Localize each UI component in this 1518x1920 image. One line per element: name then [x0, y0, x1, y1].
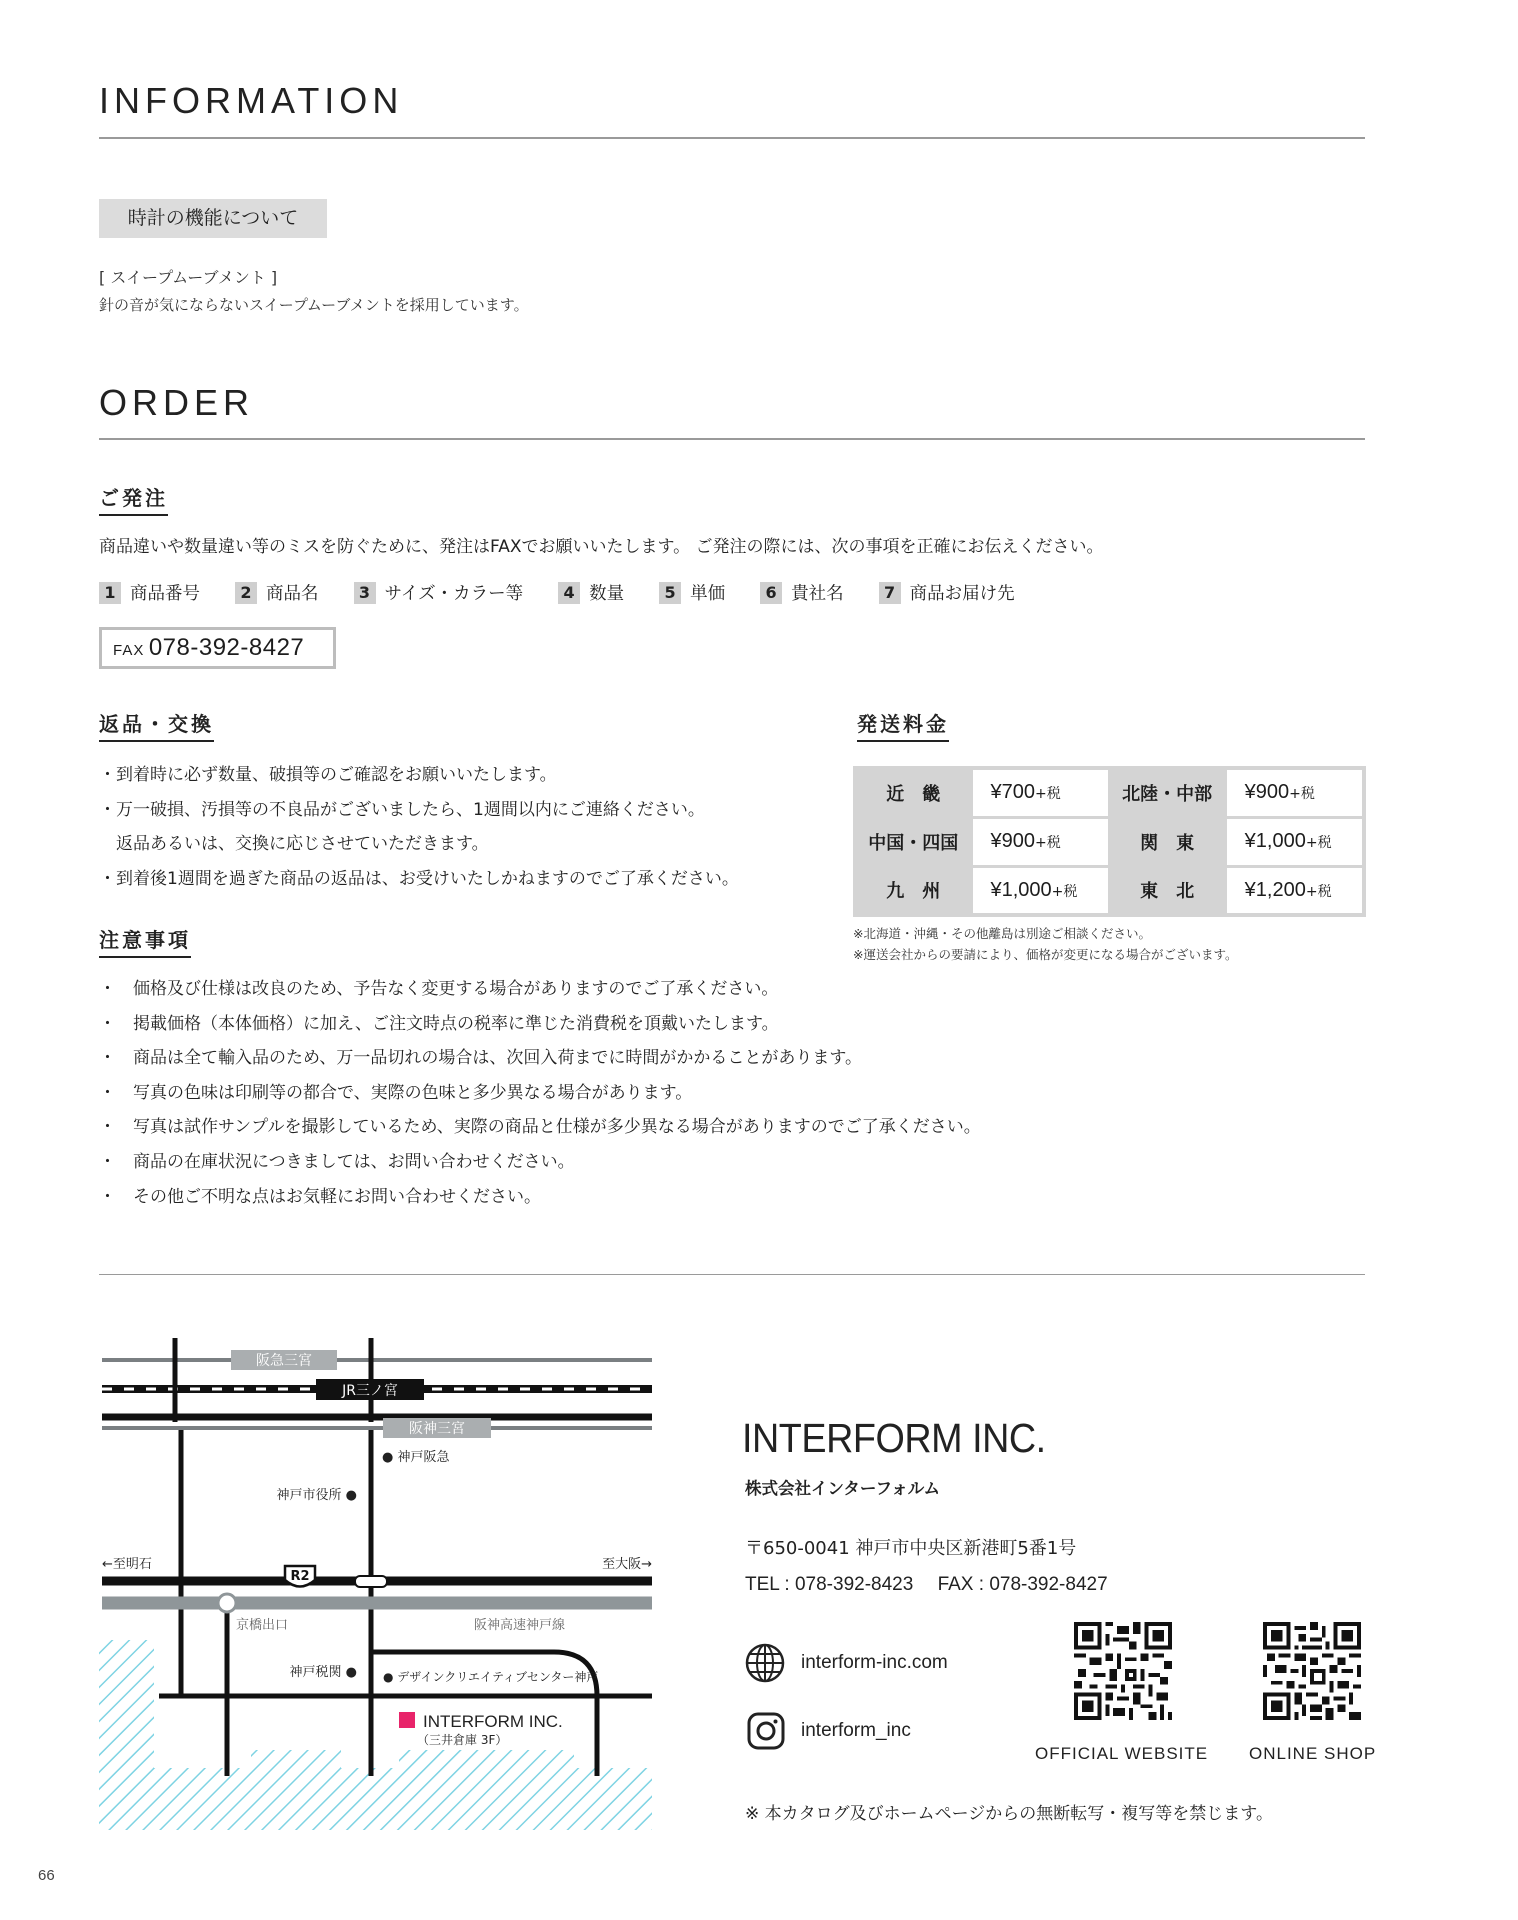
price-cell: [1225, 768, 1364, 817]
design-center-label: ● デザインクリエイティブセンター神戸: [383, 1670, 599, 1684]
qr-code-website[interactable]: [1074, 1622, 1172, 1720]
company-location-marker: [399, 1712, 415, 1728]
tax-label: +税: [1305, 835, 1332, 851]
item-label: 数量: [589, 584, 625, 604]
map-company-label: INTERFORM INC.: [423, 1712, 563, 1731]
kyobashi-exit-label: 京橋出口: [236, 1618, 289, 1633]
tax-label: +税: [1035, 835, 1061, 851]
tax-label: +税: [1305, 883, 1332, 900]
order-item: [879, 580, 1015, 605]
region-cell: 中国・四国: [855, 817, 971, 866]
hankyu-sannomiya-label: 阪急三宮: [256, 1353, 312, 1369]
tax-label: +税: [1289, 786, 1315, 803]
sea-area: [251, 1750, 341, 1770]
caution-line: ・ 写真は試作サンプルを撮影しているため、実際の商品と仕様が多少異なる場合がありますのでご了承ください。: [99, 1117, 981, 1137]
instagram-link[interactable]: interform_inc: [801, 1720, 911, 1741]
item-number: 4: [558, 582, 580, 604]
price-value: ¥1,000: [1244, 830, 1306, 852]
order-item: [354, 580, 524, 605]
caution-line: ・ その他ご不明な点はお気軽にお問い合わせください。: [99, 1187, 541, 1207]
price-cell: [1225, 866, 1364, 915]
information-subtitle: [ スイープムーブメント ]: [99, 268, 278, 287]
price-cell: [971, 768, 1109, 817]
returns-line: ・万一破損、汚損等の不良品がございましたら、1週間以内にご連絡ください。: [99, 800, 705, 820]
globe-icon: [744, 1642, 786, 1684]
item-label: 商品名: [266, 584, 319, 604]
footer-divider: [99, 1274, 1365, 1275]
instagram-icon: [746, 1711, 786, 1751]
item-label: 単価: [690, 584, 726, 604]
cautions-heading: 注意事項: [99, 924, 191, 958]
order-item: [235, 580, 319, 605]
qr-label-shop: ONLINE SHOP: [1249, 1744, 1377, 1763]
city-hall-label: 神戸市役所 ●: [276, 1488, 357, 1503]
caution-line: ・ 商品は全て輸入品のため、万一品切れの場合は、次回入荷までに時間がかかることがあります。: [99, 1048, 862, 1068]
price-value: ¥900: [990, 830, 1035, 852]
table-row: [855, 817, 1364, 866]
station-marker-icon: [355, 1576, 387, 1587]
sea-area: [99, 1768, 652, 1830]
item-number: 2: [235, 582, 257, 604]
customs-label: 神戸税関 ●: [289, 1665, 357, 1680]
region-cell: 九 州: [855, 866, 971, 915]
shipping-heading: 発送料金: [857, 708, 949, 742]
shipping-table: [853, 766, 1366, 917]
region-cell: 北陸・中部: [1109, 768, 1225, 817]
qr-label-website: OFFICIAL WEBSITE: [1035, 1744, 1209, 1763]
item-label: 商品番号: [130, 584, 200, 604]
information-divider: [99, 137, 1365, 139]
kyobashi-exit-marker: [218, 1594, 236, 1612]
returns-heading: 返品・交換: [99, 708, 214, 742]
item-number: 7: [879, 582, 901, 604]
price-cell: [971, 866, 1109, 915]
company-address: 〒650-0041 神戸市中央区新港町5番1号: [745, 1538, 1077, 1559]
returns-line: ・到着後1週間を過ぎた商品の返品は、お受けいたしかねますのでご了承ください。: [99, 869, 739, 889]
fax-label: FAX: [113, 642, 145, 659]
order-item: [659, 580, 725, 605]
caution-line: ・ 商品の在庫状況につきましては、お問い合わせください。: [99, 1152, 575, 1172]
order-divider: [99, 438, 1365, 440]
item-label: サイズ・カラー等: [384, 584, 524, 604]
shipping-note: ※運送会社からの要請により、価格が変更になる場合がございます。: [853, 947, 1238, 962]
company-name-jp: 株式会社インターフォルム: [745, 1479, 941, 1498]
item-label: 貴社名: [791, 584, 844, 604]
price-value: ¥1,000: [990, 878, 1052, 901]
company-tel-fax: TEL : 078-392-8423 FAX : 078-392-8427: [745, 1574, 1108, 1595]
information-title: INFORMATION: [99, 80, 404, 121]
order-heading: ご発注: [99, 482, 168, 516]
information-desc: 針の音が気にならないスイープムーブメントを採用しています。: [99, 296, 529, 314]
shipping-note: ※北海道・沖縄・その他離島は別途ご相談ください。: [853, 926, 1151, 941]
to-osaka-label: 至大阪→: [602, 1557, 652, 1572]
order-desc: 商品違いや数量違い等のミスを防ぐために、発注はFAXでお願いいたします。 ご発注の際には、次の事項を正確にお伝えください。: [99, 537, 1104, 557]
map-building-label: （三井倉庫 3F）: [417, 1733, 508, 1747]
qr-code-shop[interactable]: [1263, 1622, 1361, 1720]
item-number: 3: [354, 582, 376, 604]
returns-line: ・到着時に必ず数量、破損等のご確認をお願いいたします。: [99, 765, 557, 785]
item-number: 5: [659, 582, 681, 604]
caution-line: ・ 写真の色味は印刷等の都合で、実際の色味と多少異なる場合があります。: [99, 1083, 693, 1103]
fax-box: [99, 627, 336, 669]
caution-line: ・ 掲載価格（本体価格）に加え、ご注文時点の税率に準じた消費税を頂戴いたします。: [99, 1014, 779, 1034]
returns-line: 返品あるいは、交換に応じさせていただきます。: [99, 834, 489, 854]
price-value: ¥900: [1244, 781, 1290, 804]
order-item: [99, 580, 200, 605]
order-item: [558, 580, 624, 605]
region-cell: 近 畿: [855, 768, 971, 817]
website-link[interactable]: interform-inc.com: [801, 1652, 948, 1673]
access-map: [99, 1330, 659, 1830]
kobe-hankyu-label: ● 神戸阪急: [382, 1450, 450, 1465]
fax-number: 078-392-8427: [148, 634, 305, 661]
tax-label: +税: [1051, 883, 1078, 900]
route-label: R2: [290, 1569, 310, 1584]
table-row: [855, 866, 1364, 915]
price-cell: [971, 817, 1109, 866]
tax-label: +税: [1035, 786, 1061, 803]
page-number: 66: [38, 1867, 55, 1884]
order-title: ORDER: [99, 382, 255, 423]
expressway-label: 阪神高速神戸線: [474, 1618, 566, 1633]
caution-line: ・ 価格及び仕様は改良のため、予告なく変更する場合がありますのでご了承ください。: [99, 979, 779, 999]
information-tag: 時計の機能について: [99, 199, 327, 238]
to-akashi-label: ←至明石: [102, 1557, 152, 1572]
company-name: INTERFORM INC.: [742, 1415, 1046, 1461]
price-value: ¥700: [990, 781, 1035, 804]
item-label: 商品お届け先: [909, 584, 1015, 604]
price-cell: [1225, 817, 1364, 866]
jr-sannomiya-label: JR三ノ宮: [342, 1383, 398, 1399]
region-cell: 東 北: [1109, 866, 1225, 915]
hanshin-sannomiya-label: 阪神三宮: [409, 1421, 465, 1437]
order-items-list: [99, 580, 1050, 605]
sea-area: [399, 1750, 574, 1770]
item-number: 6: [760, 582, 782, 604]
region-cell: 関 東: [1109, 817, 1225, 866]
item-number: 1: [99, 582, 121, 604]
copyright-notice: ※ 本カタログ及びホームページからの無断転写・複写等を禁じます。: [745, 1804, 1273, 1824]
price-value: ¥1,200: [1244, 878, 1306, 901]
order-item: [760, 580, 844, 605]
table-row: [855, 768, 1364, 817]
